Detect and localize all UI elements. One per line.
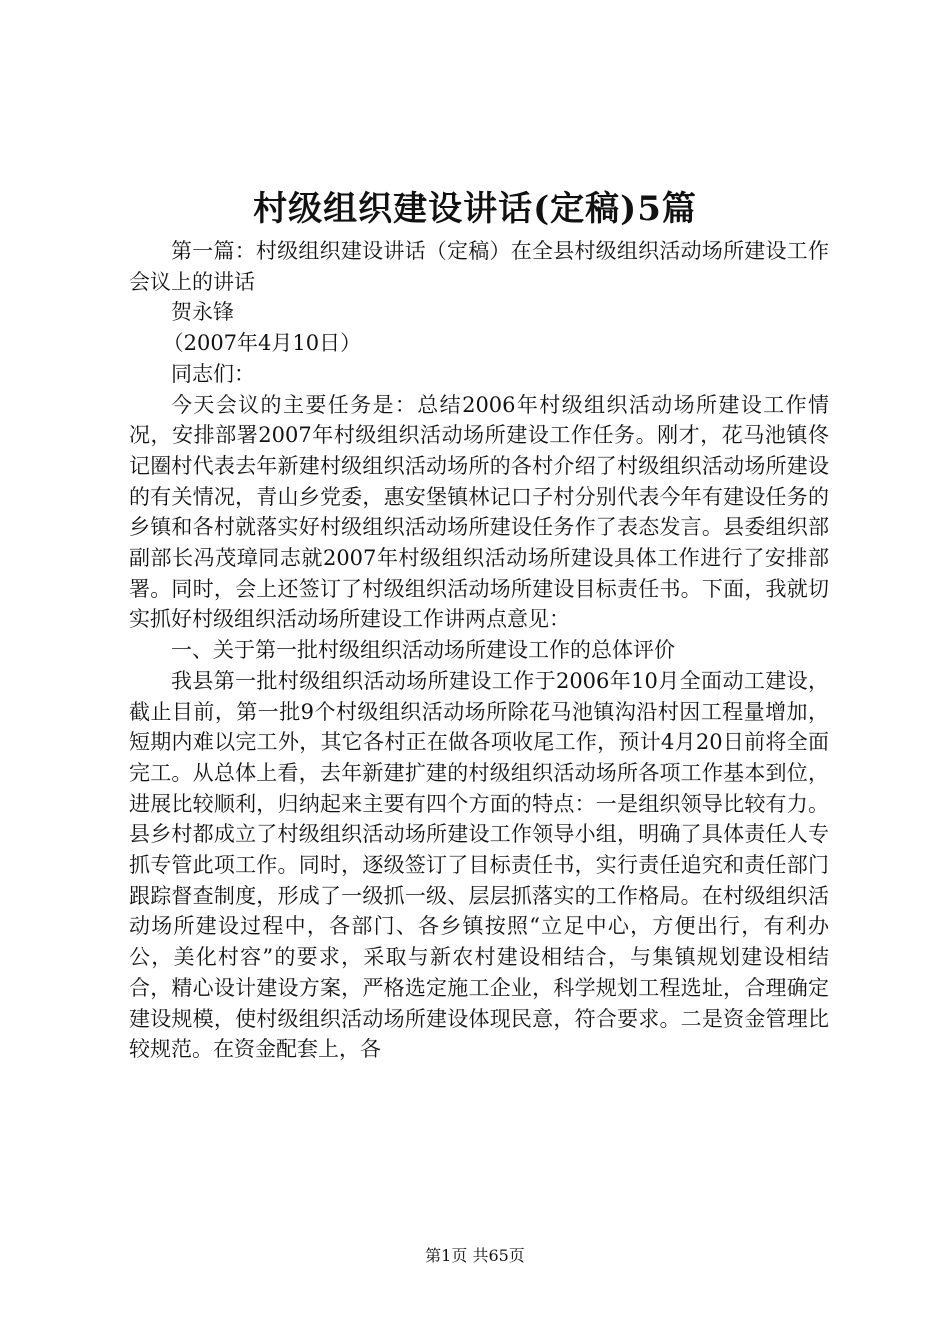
paragraph-intro: 今天会议的主要任务是：总结2006年村级组织活动场所建设工作情况，安排部署2007年村级组织活动场所建设工作任务。刚才，花马池镇佟记圈村代表去年新建村级组织活动场所的各村介绍了村级组织活动场所建设的有关情况，青山乡党委，惠安堡镇林记口子村分别代表今年有建设任务的乡镇和各村就落实好村级组织活动场所建设任务作了表态发言。县委组织部副部长冯茂璋同志就2007年村级组织活动场所建设具体工作进行了安排部署。同时，会上还签订了村级组织活动场所建设目标责任书。下面，我就切实抓好村级组织活动场所建设工作讲两点意见：	[129, 392, 829, 632]
paragraph-section-body: 我县第一批村级组织活动场所建设工作于2006年10月全面动工建设，截止目前，第一批9个村级组织活动场所除花马池镇沟沿村因工程量增加，短期内难以完工外，其它各村正在做各项收尾工作，预计4月20日前将全面完工。从总体上看，去年新建扩建的村级组织活动场所各项工作基本到位，进展比较顺利，归纳起来主要有四个方面的特点：一是组织领导比较有力。县乡村都成立了村级组织活动场所建设工作领导小组，明确了具体责任人专抓专管此项工作。同时，逐级签订了目标责任书，实行责任追究和责任部门跟踪督查制度，形成了一级抓一级、层层抓落实的工作格局。在村级组织活动场所建设过程中，各部门、各乡镇按照“立足中心，方便出行，有利办公，美化村容”的要求，采取与新农村建设相结合，与集镇规划建设相结合，精心设计建设方案，严格选定施工企业，科学规划工程选址，合理确定建设规模，使村级组织活动场所建设体现民意，符合要求。二是资金管理比较规范。在资金配套上，各	[129, 668, 829, 1062]
paragraph-date: （2007年4月10日）	[162, 331, 362, 356]
paragraph-author: 贺永锋	[171, 300, 234, 325]
paragraph-section-heading: 一、关于第一批村级组织活动场所建设工作的总体评价	[171, 638, 675, 663]
paragraph-heading: 第一篇：村级组织建设讲话（定稿）在全县村级组织活动场所建设工作会议上的讲话	[129, 239, 829, 294]
page-footer: 第1页 共65页	[425, 1246, 525, 1265]
paragraph-salutation: 同志们：	[171, 361, 255, 386]
document-body	[129, 236, 829, 1065]
document-title: 村级组织建设讲话(定稿)5篇	[253, 189, 697, 229]
